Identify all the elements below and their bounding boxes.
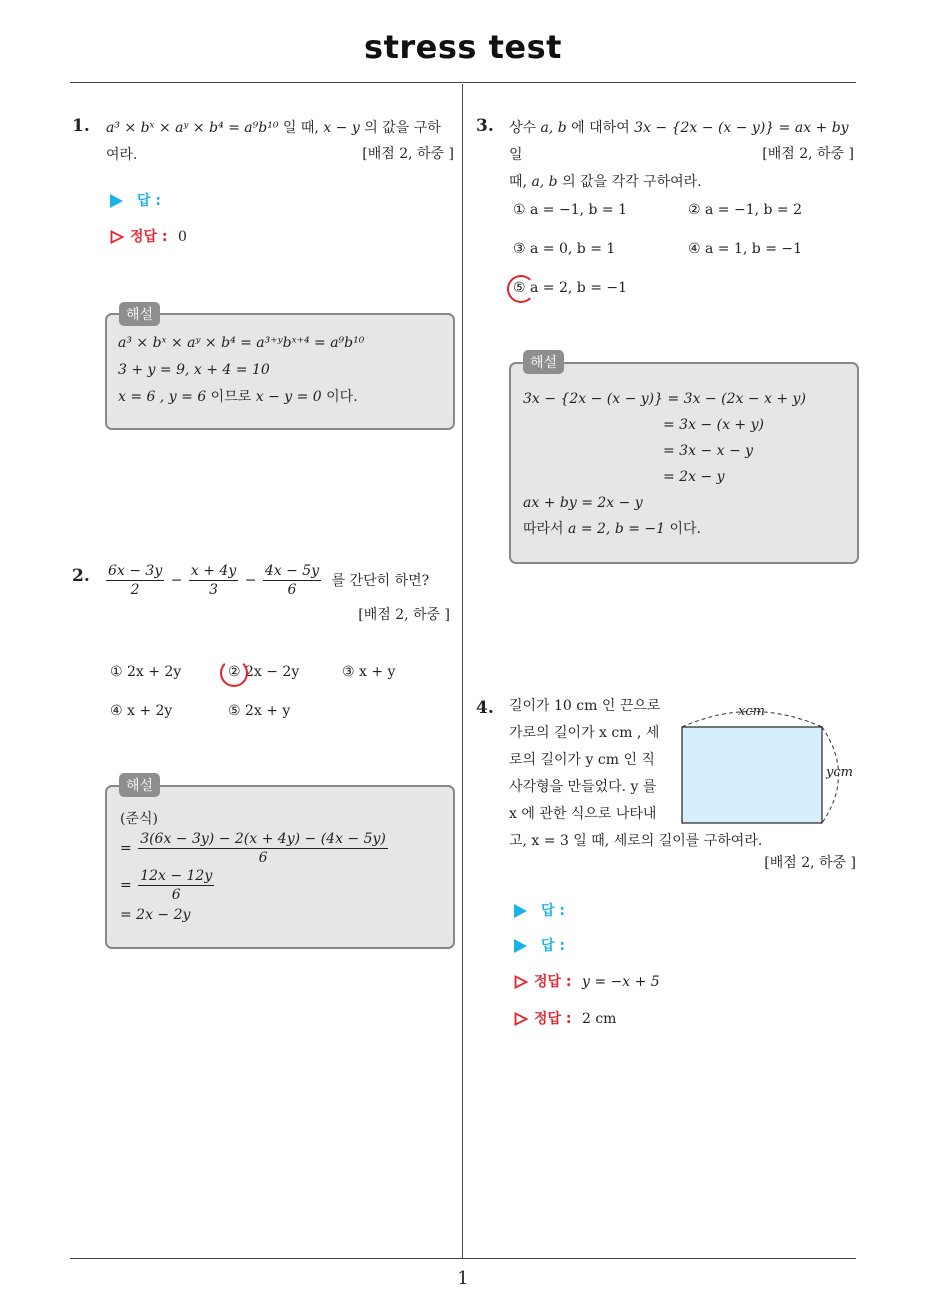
q2-sol-frac2 — [138, 867, 214, 904]
q1-score: [배점 2, 하중 ] — [362, 146, 454, 162]
q1-sol-line3-text: 이므로 — [206, 389, 256, 405]
q3-option-1[interactable]: ① a = −1, b = 1 — [513, 202, 628, 218]
play-icon — [514, 904, 527, 918]
q1-sol-line1: a³ × bˣ × aʸ × b⁴ = a³⁺ʸbˣ⁺⁴ = a⁹b¹⁰ — [118, 335, 365, 351]
q1-text-a: 일 때, — [278, 120, 324, 136]
q2-sol-frac1-den: 6 — [258, 850, 268, 866]
q3-sol-line6-math: a = 2, b = −1 — [568, 521, 666, 537]
q3-sol-line1-b: = 3x − (2x − x + y) — [667, 391, 806, 407]
q2-option-2[interactable]: ② 2x − 2y — [228, 664, 300, 680]
q2-frac2-den: 3 — [209, 582, 219, 598]
outline-triangle-icon — [514, 1012, 528, 1026]
q2-option-1[interactable]: ① 2x + 2y — [110, 664, 182, 680]
q2-option-5[interactable]: ⑤ 2x + y — [228, 703, 291, 719]
fig-y-label: ycm — [826, 765, 853, 780]
q3-text-d: 때, — [509, 174, 532, 190]
q3-option-3[interactable]: ③ a = 0, b = 1 — [513, 241, 616, 257]
q4-answer-row-1 — [514, 900, 565, 920]
q4-answer-label-1: 답 : — [541, 903, 565, 919]
q1-sol-line3-text2: 이다. — [321, 389, 358, 405]
q2-frac3-num: 4x − 5y — [264, 563, 320, 579]
header-rule — [70, 82, 856, 83]
selected-circle-mark — [220, 659, 248, 687]
q2-expression — [104, 562, 429, 599]
q3-option-2[interactable]: ② a = −1, b = 2 — [688, 202, 803, 218]
page-title: stress test — [364, 28, 562, 66]
q2-sol-eq1: = — [120, 840, 132, 857]
q3-sol-line4: = 2x − y — [663, 469, 725, 485]
q2-sol-line2 — [120, 830, 390, 867]
q3-score: [배점 2, 하중 ] — [762, 146, 854, 162]
q3-text-e: 의 값을 각각 구하여라. — [557, 174, 702, 190]
q4-line5: x 에 관한 식으로 나타내 — [509, 806, 657, 822]
q3-math-c: a, b — [531, 174, 558, 190]
q2-solution — [120, 808, 390, 926]
q2-frac3-den: 6 — [287, 582, 297, 598]
outline-triangle-icon — [514, 975, 528, 989]
q1-sol-line2: 3 + y = 9, x + 4 = 10 — [118, 362, 270, 378]
q2-frac1-den: 2 — [130, 582, 140, 598]
q3-sol-line1-a: 3x − {2x − (x − y)} — [523, 391, 664, 407]
q2-frac3 — [263, 562, 321, 599]
q4-correct-label-2: 정답 : — [534, 1011, 572, 1027]
fig-x-label: xcm — [738, 704, 765, 719]
q4-line4: 사각형을 만들었다. y 를 — [509, 779, 657, 795]
q4-line1: 길이가 10 cm 인 끈으로 — [509, 698, 661, 714]
q3-text-a: 상수 — [509, 120, 541, 136]
outline-triangle-icon — [110, 230, 124, 244]
q1-answer-row — [110, 190, 161, 210]
page-number: 1 — [457, 1268, 469, 1289]
q3-sol-line6 — [523, 516, 806, 542]
q1-solution-tag: 해설 — [119, 302, 160, 326]
q4-number: 4. — [476, 698, 494, 718]
q3-math-a: a, b — [540, 120, 567, 136]
q2-number: 2. — [72, 566, 90, 586]
q1-solution — [118, 330, 364, 411]
q3-solution — [523, 386, 806, 542]
play-icon — [514, 939, 527, 953]
column-divider — [462, 84, 463, 1258]
q1-sol-line3-math2: x − y = 0 — [255, 389, 322, 405]
q2-minus2: − — [244, 572, 257, 589]
q1-sol-line3-math: x = 6 , y = 6 — [118, 389, 207, 405]
q3-text-c: 일 — [509, 147, 523, 163]
q2-sol-frac1 — [138, 830, 388, 867]
q3-sol-line6-text: 따라서 — [523, 521, 569, 537]
q4-line6: 고, x = 3 일 때, 세로의 길이를 구하여라. — [509, 833, 763, 849]
selected-circle-mark — [507, 275, 535, 303]
q4-correct-value-2: 2 cm — [581, 1011, 617, 1027]
q1-answer-label: 답 : — [137, 193, 161, 209]
q4-answer-row-2 — [514, 935, 565, 955]
q1-text-b: 의 값을 구하 — [359, 120, 441, 136]
play-icon — [110, 194, 123, 208]
q3-text-b: 에 대하여 — [566, 120, 635, 136]
q4-answer-label-2: 답 : — [541, 938, 565, 954]
q2-frac1-num: 6x − 3y — [108, 563, 163, 579]
q2-frac1 — [106, 562, 164, 599]
q2-sol-frac1-num: 3(6x − 3y) − 2(x + 4y) − (4x − 5y) — [140, 831, 386, 847]
q3-sol-line6-text2: 이다. — [665, 521, 701, 537]
q1-math2: x − y — [323, 120, 360, 136]
rectangle-shape — [682, 727, 822, 823]
q2-minus1: − — [170, 572, 183, 589]
q2-score: [배점 2, 하중 ] — [358, 607, 450, 623]
q1-sol-line3 — [118, 384, 364, 411]
q2-frac2 — [189, 562, 238, 599]
q2-sol-line4: = 2x − 2y — [120, 907, 191, 923]
q1-number: 1. — [72, 116, 90, 136]
q2-sol-frac2-den: 6 — [171, 887, 181, 903]
q4-score: [배점 2, 하중 ] — [764, 855, 856, 871]
q3-option-5[interactable]: ⑤ a = 2, b = −1 — [513, 280, 628, 296]
q2-frac2-num: x + 4y — [190, 563, 237, 579]
q3-option-4[interactable]: ④ a = 1, b = −1 — [688, 241, 803, 257]
q4-line3: 로의 길이가 y cm 인 직 — [509, 752, 655, 768]
q4-correct-label-1: 정답 : — [534, 974, 572, 990]
q4-line2: 가로의 길이가 x cm , 세 — [509, 725, 660, 741]
q1-correct-value: 0 — [177, 229, 187, 245]
q3-sol-line1 — [523, 386, 806, 412]
q1-text-c: 여라. — [106, 147, 138, 163]
q1-correct-row — [110, 226, 187, 246]
q4-correct-value-1: y = −x + 5 — [581, 974, 660, 990]
q2-sol-eq2: = — [120, 877, 132, 894]
q2-option-3[interactable]: ③ x + y — [342, 664, 396, 680]
q2-sol-frac2-num: 12x − 12y — [140, 868, 213, 884]
q3-sol-line5: ax + by = 2x − y — [523, 495, 643, 511]
q3-number: 3. — [476, 116, 494, 136]
q2-sol-line3 — [120, 867, 390, 904]
q3-sol-line3: = 3x − x − y — [663, 443, 754, 459]
q2-option-4[interactable]: ④ x + 2y — [110, 703, 173, 719]
q3-math-b: 3x − {2x − (x − y)} = ax + by — [634, 120, 849, 136]
q1-math: a³ × bˣ × aʸ × b⁴ = a⁹b¹⁰ — [106, 120, 279, 136]
q3-solution-tag: 해설 — [523, 350, 564, 374]
footer-rule — [70, 1258, 856, 1259]
q3-sol-line2: = 3x − (x + y) — [663, 417, 764, 433]
q2-sol-line1: (준식) — [120, 811, 158, 827]
q4-correct-row-1 — [514, 971, 660, 991]
q4-correct-row-2 — [514, 1008, 616, 1028]
q2-text: 를 간단히 하면? — [331, 572, 430, 589]
q1-correct-label: 정답 : — [130, 229, 168, 245]
q2-solution-tag: 해설 — [119, 773, 160, 797]
